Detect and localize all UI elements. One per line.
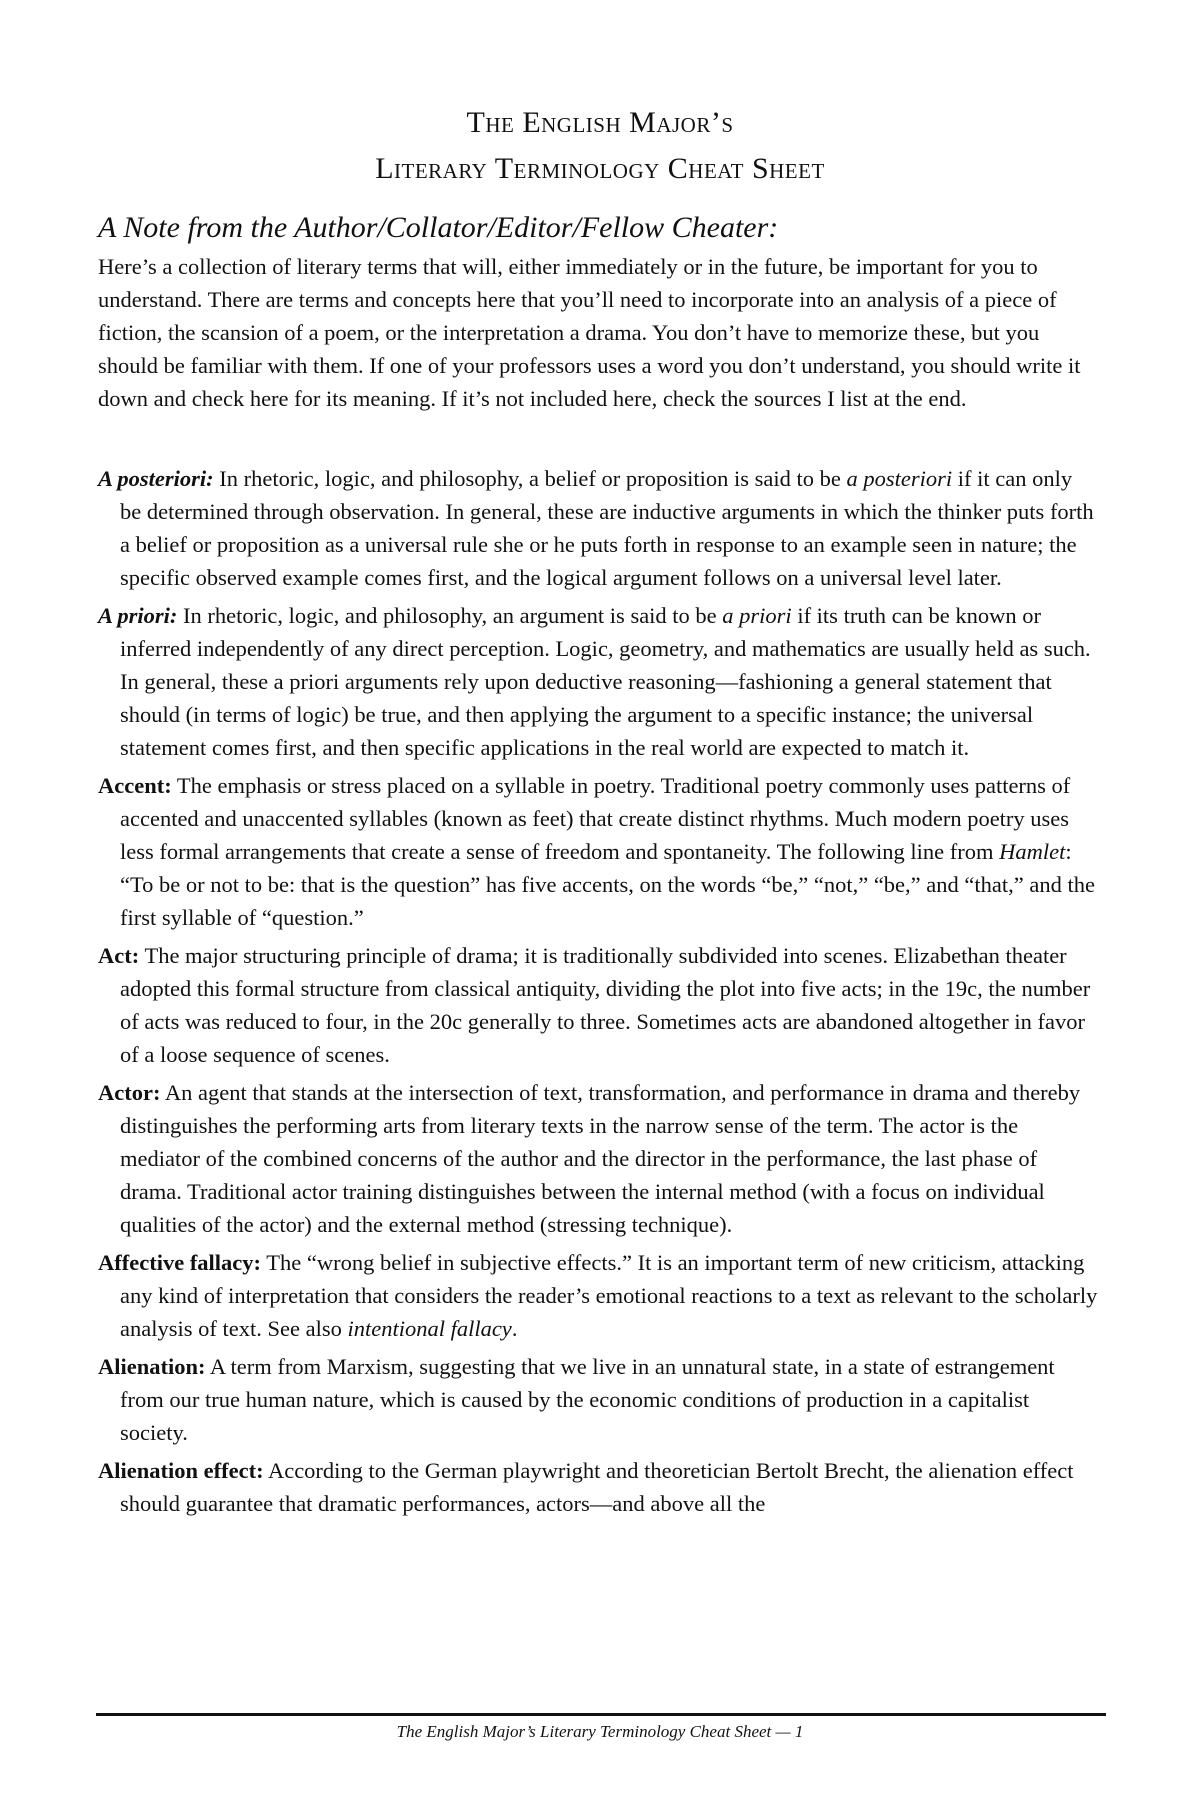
entry-emphasis: Hamlet	[999, 839, 1066, 864]
entry-term: Accent:	[98, 773, 172, 798]
entry-text: In rhetoric, logic, and philosophy, a belief or proposition is said to be	[213, 466, 847, 491]
entry-a-posteriori	[98, 462, 1098, 594]
entry-act	[98, 939, 1098, 1071]
entry-emphasis: a priori	[722, 603, 792, 628]
entry-term: Actor:	[98, 1080, 161, 1105]
entry-alienation	[98, 1350, 1098, 1449]
entry-alienation-effect	[98, 1454, 1098, 1520]
entry-text: if its truth can be known or inferred independently of any direct perception. Logic, geometry, and mathematics are usually held as such. In general, these a priori arguments rely upon deductive reasoning—fashioning a general statement that should (in terms of logic) be true, and then applying the argument to a specific instance; the universal statement comes first, and then specific applications in the real world are expected to match it.	[120, 603, 1091, 760]
entry-term: Alienation:	[98, 1354, 206, 1379]
entry-affective-fallacy	[98, 1246, 1098, 1345]
entry-emphasis: a posteriori	[846, 466, 953, 491]
entry-text: The emphasis or stress placed on a syllable in poetry. Traditional poetry commonly uses patterns of accented and unaccented syllables (known as feet) that create distinct rhythms. Much modern poetry uses less formal arrangements that create a sense of freedom and spontaneity. The following line from	[120, 773, 1071, 864]
entry-term: Alienation effect:	[98, 1458, 264, 1483]
entry-term: Affective fallacy:	[98, 1250, 262, 1275]
note-heading: A Note from the Author/Collator/Editor/Fellow Cheater:	[98, 211, 779, 244]
entry-text: if it can only be determined through observation. In general, these are inductive arguments in which the thinker puts forth a belief or proposition as a universal rule she or he puts forth in response to an example seen in nature; the specific observed example comes first, and the logical argument follows on a universal level later.	[120, 466, 1094, 590]
page-footer: The English Major’s Literary Terminology Cheat Sheet — 1	[396, 1722, 804, 1741]
entry-text: The “wrong belief in subjective effects.” It is an important term of new criticism, attacking any kind of interpretation that considers the reader’s emotional reactions to a text as relevant to the scholarly analysis of text. See also	[120, 1250, 1098, 1341]
entry-text: An agent that stands at the intersection of text, transformation, and performance in drama and thereby distinguishes the performing arts from literary texts in the narrow sense of the term. The actor is the mediator of the combined concerns of the author and the director in the performance, the last phase of drama. Traditional actor training distinguishes between the internal method (with a focus on individual qualities of the actor) and the external method (stressing technique).	[120, 1080, 1081, 1237]
intro-paragraph: Here’s a collection of literary terms that will, either immediately or in the future, be important for you to understand. There are terms and concepts here that you’ll need to incorporate into an analysis of a piece of fiction, the scansion of a poem, or the interpretation a drama. You don’t have to memorize these, but you should be familiar with them. If one of your professors uses a word you don’t understand, you should write it down and check here for its meaning. If it’s not included here, check the sources I list at the end.	[98, 254, 1081, 411]
entry-emphasis: intentional fallacy	[347, 1316, 512, 1341]
entry-text: In rhetoric, logic, and philosophy, an argument is said to be	[177, 603, 723, 628]
page-title	[0, 100, 1200, 192]
title-line-1: The English Major’s	[466, 106, 734, 139]
entry-term: A posteriori:	[98, 466, 214, 491]
entry-text: : “To be or not to be: that is the question” has five accents, on the words “be,” “not,” “be,” and “that,” and the first syllable of “question.”	[120, 839, 1095, 930]
entry-text: .	[511, 1316, 518, 1341]
entry-text: According to the German playwright and theoretician Bertolt Brecht, the alienation effect should guarantee that dramatic performances, actors—and above all the	[120, 1458, 1074, 1516]
title-line-2: Literary Terminology Cheat Sheet	[375, 152, 825, 185]
entry-text: A term from Marxism, suggesting that we live in an unnatural state, in a state of estrangement from our true human nature, which is caused by the economic conditions of production in a capitalist society.	[120, 1354, 1055, 1445]
entry-term: Act:	[98, 943, 140, 968]
entry-accent	[98, 769, 1098, 934]
entry-a-priori	[98, 599, 1098, 764]
entry-term: A priori:	[98, 603, 178, 628]
entry-actor	[98, 1076, 1098, 1241]
footer-divider	[96, 1713, 1106, 1716]
term-list	[98, 462, 1098, 1525]
entry-text: The major structuring principle of drama; it is traditionally subdivided into scenes. Elizabethan theater adopted this formal structure from classical antiquity, dividing the plot into five acts; in the 19c, the number of acts was reduced to four, in the 20c generally to three. Sometimes acts are abandoned altogether in favor of a loose sequence of scenes.	[120, 943, 1091, 1067]
